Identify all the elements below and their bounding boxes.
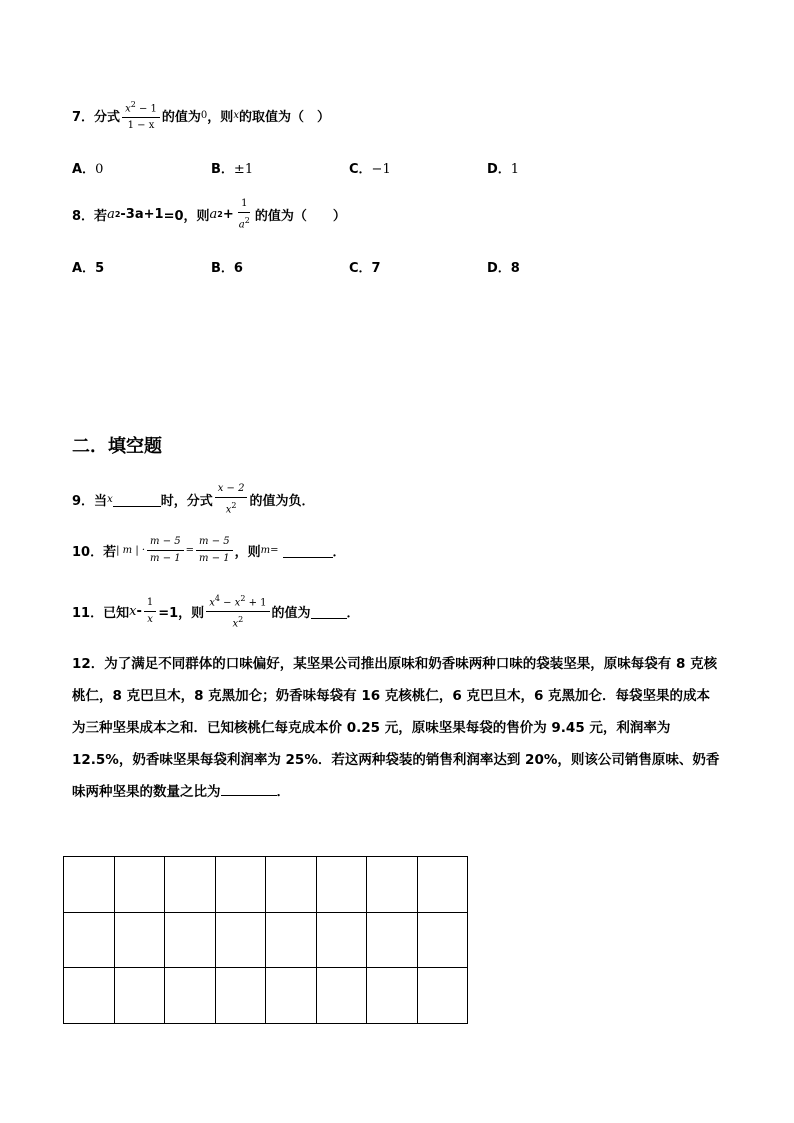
option-label: A．	[72, 162, 96, 177]
grid-cell[interactable]	[266, 857, 317, 913]
exponent: 2	[114, 210, 121, 220]
fraction-numerator: x − 2	[215, 482, 248, 498]
math-variable: x	[129, 604, 137, 620]
question-text: 的值为（ ）	[254, 209, 346, 225]
math-variable: m	[260, 545, 271, 556]
fraction-denominator: x	[225, 504, 232, 516]
grid-cell[interactable]	[64, 968, 115, 1024]
fraction-numerator: m − 5	[196, 535, 233, 551]
question-text: 12．为了满足不同群体的口味偏好，某坚果公司推出原味和奶香味两种口味的袋装坚果，原味每袋有 8 克核桃仁，8 克巴旦木，8 克黑加仑；奶香味每袋有 16 克核桃仁，6 克巴旦木，6 克黑加仑．每袋坚果的成本为三种坚果成本之和．已知核桃仁每克成本价 0.25 元，原味坚果每袋的售价为 9.45 元，利润率为 12.5%，奶香味坚果每袋利润率为 25%．若这两种袋装的销售利润率达到 20%，则该公司销售原味、奶香味两种坚果的数量之比为	[72, 656, 720, 800]
grid-cell[interactable]	[215, 912, 266, 968]
grid-cell[interactable]	[165, 968, 216, 1024]
fraction-numerator-rest: − 1	[135, 103, 157, 115]
fraction	[144, 596, 156, 627]
grid-cell[interactable]	[266, 968, 317, 1024]
fraction-numerator-var: x	[125, 103, 131, 115]
option-d[interactable]	[487, 257, 520, 276]
question-text: 若	[103, 545, 117, 560]
grid-cell[interactable]	[165, 912, 216, 968]
question-number: 10．	[72, 545, 104, 560]
option-value: 7	[371, 261, 381, 276]
fraction-denominator: m − 1	[199, 553, 230, 564]
math-variable: a	[209, 207, 218, 223]
option-value: −1	[371, 162, 391, 177]
question-9	[72, 482, 314, 517]
exponent: 2	[240, 594, 246, 603]
grid-cell[interactable]	[367, 968, 418, 1024]
fraction-denominator: 1 − x	[127, 120, 155, 132]
grid-row	[64, 968, 468, 1024]
option-value: 6	[233, 261, 243, 276]
math-variable: a	[107, 207, 115, 223]
question-text: =0，则	[163, 209, 210, 225]
option-label: B．	[211, 261, 234, 276]
question-number: 8．	[72, 209, 95, 225]
fraction-numerator-var: x	[209, 597, 215, 609]
option-d[interactable]	[487, 158, 519, 177]
fraction-numerator: 1	[144, 596, 156, 612]
grid-cell[interactable]	[316, 857, 367, 913]
fraction	[147, 535, 184, 566]
option-label: C．	[349, 162, 372, 177]
plus-sign: +	[222, 207, 234, 223]
option-label: A．	[72, 261, 96, 276]
answer-blank[interactable]	[221, 781, 277, 796]
question-8	[72, 197, 346, 232]
grid-cell[interactable]	[316, 912, 367, 968]
option-c[interactable]	[349, 257, 381, 276]
question-12	[72, 648, 722, 808]
answer-blank[interactable]	[113, 492, 161, 507]
equals-sign: =	[185, 545, 195, 556]
option-value: 8	[510, 261, 520, 276]
question-text: =1，则	[158, 606, 205, 622]
fraction-denominator: m − 1	[150, 553, 181, 564]
option-label: B．	[211, 162, 234, 177]
grid-cell[interactable]	[417, 857, 468, 913]
option-a[interactable]	[72, 257, 104, 276]
grid-row	[64, 857, 468, 913]
fraction-denominator: a	[238, 219, 245, 231]
question-text: ．	[332, 545, 346, 560]
option-value: 0	[95, 162, 104, 177]
fraction-numerator-var: − x	[219, 597, 241, 609]
question-text: 当	[94, 494, 108, 510]
option-b[interactable]	[211, 257, 243, 276]
option-a[interactable]	[72, 158, 103, 177]
fraction	[206, 592, 269, 632]
math-variable: x	[107, 494, 113, 506]
answer-blank[interactable]	[311, 604, 347, 619]
option-label: C．	[349, 261, 372, 276]
exponent: 2	[238, 615, 244, 625]
grid-cell[interactable]	[114, 857, 165, 913]
grid-cell[interactable]	[114, 968, 165, 1024]
equals-sign: =	[270, 545, 279, 556]
math-variable: x	[233, 110, 239, 122]
question-text: 分式	[94, 110, 121, 126]
question-text: 的值为	[161, 110, 201, 126]
option-b[interactable]	[211, 158, 253, 177]
question-text: 的值为负．	[249, 494, 315, 510]
question-11	[72, 592, 360, 632]
answer-grid	[63, 856, 468, 1024]
grid-cell[interactable]	[266, 912, 317, 968]
question-10	[72, 535, 346, 566]
grid-row	[64, 912, 468, 968]
grid-cell[interactable]	[367, 857, 418, 913]
section-title: 二．填空题	[72, 436, 162, 457]
question-text: ．	[346, 606, 360, 622]
question-text: ，则	[234, 545, 261, 560]
grid-cell[interactable]	[417, 912, 468, 968]
exponent: 4	[214, 594, 220, 603]
option-c[interactable]	[349, 158, 391, 177]
answer-blank[interactable]	[283, 543, 333, 558]
grid-cell[interactable]	[64, 912, 115, 968]
question-number: 9．	[72, 494, 95, 510]
fraction-numerator: m − 5	[147, 535, 184, 551]
question-text: ．	[276, 784, 290, 800]
fraction-denominator: x	[147, 614, 153, 626]
question-text: 若	[94, 209, 108, 225]
grid-cell[interactable]	[367, 912, 418, 968]
grid-cell[interactable]	[417, 968, 468, 1024]
fraction	[196, 535, 233, 566]
question-number: 11．	[72, 606, 104, 622]
fraction-numerator: 1	[238, 197, 250, 213]
question-number: 7．	[72, 110, 95, 126]
fraction-denominator: x	[232, 618, 239, 630]
exponent: 2	[130, 100, 136, 109]
fraction-numerator-rest: + 1	[245, 597, 267, 609]
grid-cell[interactable]	[215, 857, 266, 913]
option-label: D．	[487, 261, 511, 276]
question-text: 的取值为（ ）	[238, 110, 330, 126]
grid-cell[interactable]	[64, 857, 115, 913]
option-value: 1	[510, 162, 520, 177]
question-7	[72, 98, 330, 133]
minus-sign: -	[136, 604, 142, 620]
question-text: 已知	[103, 606, 130, 622]
grid-cell[interactable]	[114, 912, 165, 968]
option-value: 5	[95, 261, 105, 276]
exponent: 2	[231, 501, 237, 510]
grid-cell[interactable]	[215, 968, 266, 1024]
question-text: ，则	[207, 110, 234, 126]
option-label: D．	[487, 162, 511, 177]
absolute-value: | m | ·	[116, 545, 146, 556]
fraction	[215, 482, 248, 517]
grid-cell[interactable]	[165, 857, 216, 913]
fraction	[122, 98, 160, 133]
exponent: 2	[217, 210, 223, 220]
question-text: 时，分式	[160, 494, 213, 510]
grid-cell[interactable]	[316, 968, 367, 1024]
exponent: 2	[244, 216, 250, 225]
math-expression: -3a+1	[120, 207, 164, 223]
math-value: 0	[200, 110, 208, 122]
question-text: 的值为	[271, 606, 311, 622]
option-value: ±1	[233, 162, 254, 177]
fraction	[236, 197, 253, 232]
